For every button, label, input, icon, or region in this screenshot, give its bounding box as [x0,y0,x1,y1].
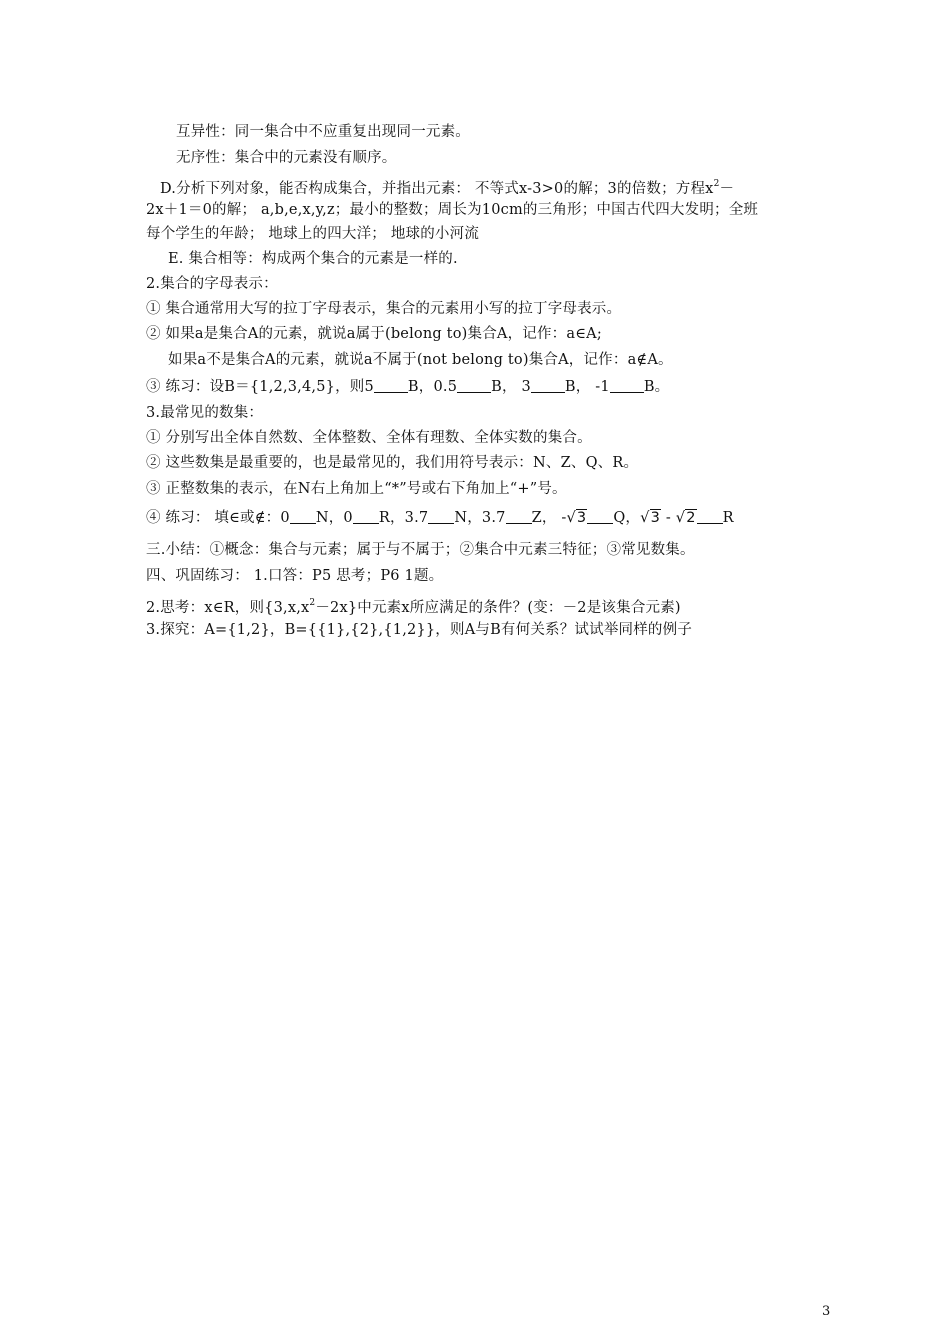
text-span: －2x}中元素x所应满足的条件？(变：－2是该集合元素) [315,600,681,616]
answer-blank[interactable] [531,378,565,393]
text-line: ② 如果a是集合A的元素，就说a属于(belong to)集合A，记作：a∈A; [146,326,602,342]
text-line: 互异性：同一集合中不应重复出现同一元素。 [176,124,470,140]
superscript: 2 [309,598,316,608]
sqrt-symbol: √3 [640,510,661,526]
text-span: R，3.7 [378,510,429,526]
answer-blank[interactable] [610,378,644,393]
text-line: 无序性：集合中的元素没有顺序。 [176,150,397,166]
text-line: ① 分别写出全体自然数、全体整数、全体有理数、全体实数的集合。 [146,430,592,446]
answer-blank[interactable] [587,509,613,524]
answer-blank[interactable] [506,509,532,524]
text-line: E. 集合相等：构成两个集合的元素是一样的. [168,251,458,267]
sqrt-symbol: √2 [675,510,696,526]
superscript: 2 [713,179,720,189]
text-line: 每个学生的年龄； 地球上的四大洋； 地球的小河流 [146,226,480,242]
text-line: 如果a不是集合A的元素，就说a不属于(not belong to)集合A，记作：a∉A。 [168,352,673,368]
text-span: Z， - [531,510,567,526]
text-line: ③ 正整数集的表示，在N右上角加上“*”号或右下角加上“+”号。 [146,481,567,497]
sqrt-symbol: √3 [566,510,587,526]
summary-line: 三.小结：①概念：集合与元素；属于与不属于；②集合中元素三特征；③常见数集。 [146,542,695,558]
text-span: B， 3 [491,379,531,395]
text-line [160,174,734,199]
radicand: 3 [650,510,661,526]
page-number: 3 [822,1304,831,1319]
answer-blank[interactable] [697,509,723,524]
text-line: ① 集合通常用大写的拉丁字母表示，集合的元素用小写的拉丁字母表示。 [146,301,622,317]
answer-blank[interactable] [353,509,379,524]
text-span: D.分析下列对象，能否构成集合，并指出元素： 不等式x-3>0的解；3的倍数；方程x [160,181,714,197]
text-span: N，3.7 [454,510,506,526]
text-span: - [661,510,676,526]
text-line: ② 这些数集是最重要的，也是最常见的，我们用符号表示：N、Z、Q、R。 [146,455,639,471]
text-span: B，0.5 [407,379,458,395]
answer-blank[interactable] [290,509,316,524]
text-span: B， -1 [564,379,610,395]
exercise-line [146,377,669,397]
answer-blank[interactable] [374,378,408,393]
exercise-line [146,508,734,528]
text-line: 3.探究：A={1,2}，B={{1},{2},{1,2}}，则A与B有何关系？试试举同样的例子 [146,622,693,638]
text-span: B。 [643,379,670,395]
text-line: 2x＋1＝0的解； a,b,e,x,y,z；最小的整数；周长为10cm的三角形；中国古代四大发明；全班 [146,202,759,218]
text-span: － [719,181,735,197]
text-span: ④ 练习： 填∈或∉：0 [146,510,290,526]
text-span: Q， [613,510,641,526]
text-span: R [722,510,734,526]
text-span: N，0 [315,510,353,526]
answer-blank[interactable] [457,378,491,393]
radicand: 2 [686,510,696,526]
text-span: 2.思考：x∈R，则{3,x,x [146,600,310,616]
radicand: 3 [576,510,587,526]
section-heading: 3.最常见的数集： [146,405,264,421]
section-heading: 2.集合的字母表示： [146,276,278,292]
section-heading: 四、巩固练习： 1.口答：P5 思考；P6 1题。 [146,568,444,584]
text-line [146,593,681,618]
text-span: ③ 练习：设B＝{1,2,3,4,5}，则5 [146,379,374,395]
answer-blank[interactable] [428,509,454,524]
